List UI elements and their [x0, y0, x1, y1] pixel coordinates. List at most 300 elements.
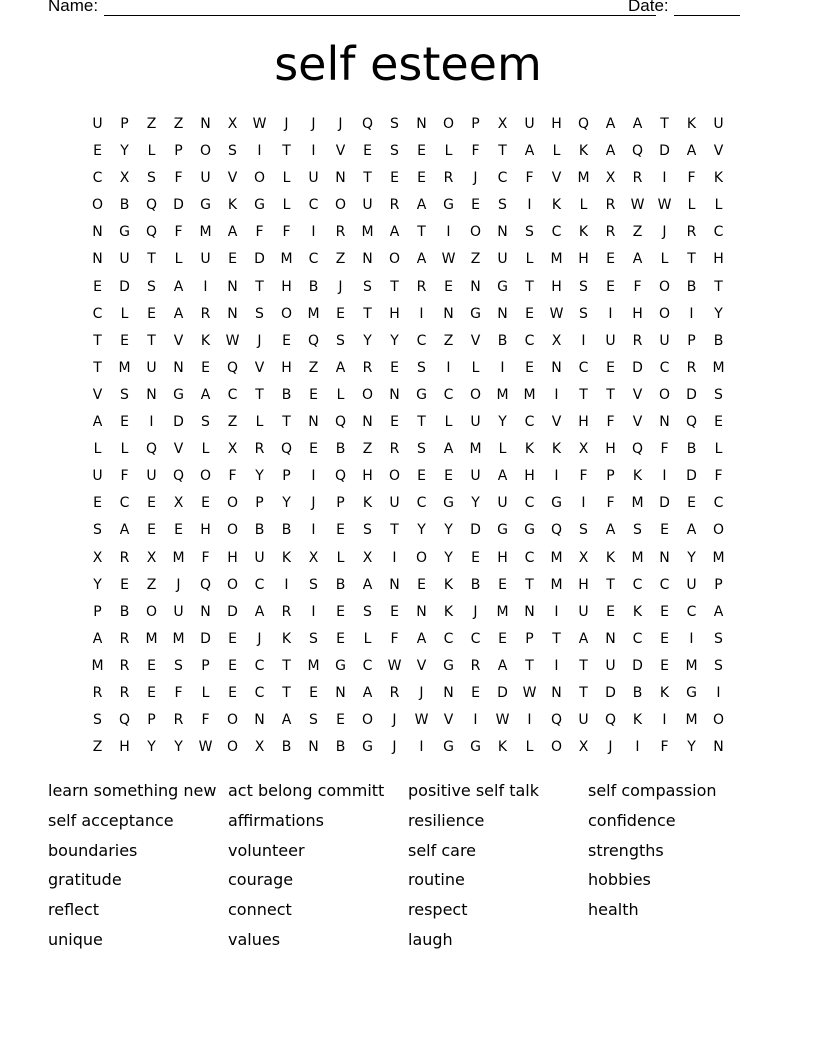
- grid-letter[interactable]: E: [606, 603, 615, 620]
- grid-letter[interactable]: R: [686, 224, 697, 241]
- grid-letter[interactable]: Q: [280, 441, 293, 458]
- grid-letter[interactable]: V: [470, 332, 481, 349]
- grid-letter[interactable]: G: [173, 386, 184, 403]
- grid-letter[interactable]: X: [227, 116, 238, 132]
- grid-letter[interactable]: O: [199, 468, 212, 485]
- grid-letter[interactable]: U: [92, 116, 103, 132]
- grid-letter[interactable]: S: [498, 197, 507, 214]
- grid-letter[interactable]: A: [92, 414, 103, 431]
- grid-letter[interactable]: S: [579, 278, 588, 295]
- grid-letter[interactable]: Z: [335, 251, 346, 268]
- grid-letter[interactable]: L: [444, 414, 453, 431]
- grid-letter[interactable]: M: [172, 630, 185, 647]
- grid-letter[interactable]: E: [147, 305, 156, 322]
- grid-letter[interactable]: A: [416, 197, 427, 214]
- grid-letter[interactable]: B: [308, 278, 319, 295]
- grid-letter[interactable]: N: [497, 305, 508, 322]
- grid-letter[interactable]: Y: [498, 414, 507, 431]
- grid-letter[interactable]: H: [578, 576, 589, 593]
- grid-letter[interactable]: C: [713, 224, 724, 241]
- grid-letter[interactable]: E: [201, 495, 210, 512]
- grid-letter[interactable]: S: [363, 522, 372, 539]
- grid-letter[interactable]: U: [605, 332, 616, 349]
- grid-letter[interactable]: C: [227, 386, 238, 403]
- grid-letter[interactable]: R: [119, 630, 130, 647]
- grid-letter[interactable]: D: [173, 197, 184, 214]
- grid-letter[interactable]: K: [443, 603, 454, 620]
- grid-letter[interactable]: S: [228, 143, 237, 160]
- grid-letter[interactable]: A: [281, 712, 292, 729]
- grid-letter[interactable]: S: [417, 441, 426, 458]
- grid-letter[interactable]: I: [392, 549, 397, 566]
- grid-letter[interactable]: Z: [92, 739, 103, 756]
- grid-letter[interactable]: P: [174, 143, 183, 160]
- grid-letter[interactable]: Q: [631, 441, 644, 458]
- grid-letter[interactable]: B: [335, 576, 346, 593]
- grid-letter[interactable]: B: [254, 522, 265, 539]
- grid-letter[interactable]: B: [713, 332, 724, 349]
- grid-letter[interactable]: X: [578, 549, 589, 566]
- grid-letter[interactable]: L: [282, 170, 291, 187]
- grid-letter[interactable]: A: [173, 305, 184, 322]
- grid-letter[interactable]: L: [93, 441, 102, 458]
- grid-letter[interactable]: E: [309, 386, 318, 403]
- grid-letter[interactable]: P: [255, 495, 264, 512]
- grid-letter[interactable]: C: [308, 251, 319, 268]
- grid-letter[interactable]: S: [714, 630, 723, 647]
- grid-letter[interactable]: W: [225, 332, 240, 349]
- grid-letter[interactable]: C: [497, 170, 508, 187]
- grid-letter[interactable]: S: [120, 386, 129, 403]
- grid-letter[interactable]: L: [174, 251, 183, 268]
- grid-letter[interactable]: H: [281, 278, 292, 295]
- grid-letter[interactable]: A: [362, 576, 373, 593]
- grid-letter[interactable]: U: [389, 495, 400, 512]
- grid-letter[interactable]: C: [443, 386, 454, 403]
- grid-letter[interactable]: I: [284, 576, 289, 593]
- grid-letter[interactable]: H: [119, 739, 130, 756]
- grid-letter[interactable]: C: [119, 495, 130, 512]
- grid-letter[interactable]: K: [605, 549, 616, 566]
- grid-letter[interactable]: M: [91, 657, 104, 674]
- grid-letter[interactable]: U: [578, 603, 589, 620]
- grid-letter[interactable]: D: [605, 684, 616, 701]
- grid-letter[interactable]: O: [91, 197, 104, 214]
- grid-letter[interactable]: L: [714, 197, 723, 214]
- grid-letter[interactable]: E: [147, 495, 156, 512]
- grid-letter[interactable]: R: [389, 441, 400, 458]
- grid-letter[interactable]: U: [362, 197, 373, 214]
- grid-letter[interactable]: X: [497, 116, 508, 132]
- grid-letter[interactable]: E: [417, 143, 426, 160]
- grid-letter[interactable]: H: [632, 305, 643, 322]
- grid-letter[interactable]: T: [255, 386, 264, 403]
- grid-letter[interactable]: N: [524, 603, 535, 620]
- grid-letter[interactable]: T: [255, 278, 264, 295]
- grid-letter[interactable]: E: [201, 359, 210, 376]
- grid-letter[interactable]: I: [149, 414, 154, 431]
- grid-letter[interactable]: O: [253, 170, 266, 187]
- grid-letter[interactable]: A: [524, 143, 535, 160]
- grid-letter[interactable]: J: [662, 224, 667, 241]
- grid-letter[interactable]: T: [147, 251, 156, 268]
- grid-letter[interactable]: E: [390, 414, 399, 431]
- grid-letter[interactable]: T: [282, 684, 291, 701]
- grid-letter[interactable]: M: [712, 549, 725, 566]
- grid-letter[interactable]: K: [281, 549, 292, 566]
- grid-letter[interactable]: P: [714, 576, 723, 593]
- grid-letter[interactable]: F: [174, 224, 183, 241]
- grid-letter[interactable]: D: [632, 657, 643, 674]
- grid-letter[interactable]: E: [147, 684, 156, 701]
- grid-letter[interactable]: A: [335, 359, 346, 376]
- grid-letter[interactable]: T: [390, 522, 399, 539]
- grid-letter[interactable]: O: [361, 712, 374, 729]
- grid-letter[interactable]: A: [119, 522, 130, 539]
- grid-letter[interactable]: I: [473, 712, 478, 729]
- grid-letter[interactable]: B: [470, 576, 481, 593]
- grid-letter[interactable]: I: [419, 739, 424, 756]
- grid-letter[interactable]: T: [660, 116, 669, 132]
- grid-letter[interactable]: T: [525, 576, 534, 593]
- grid-letter[interactable]: C: [524, 549, 535, 566]
- grid-letter[interactable]: Z: [173, 116, 184, 132]
- grid-letter[interactable]: J: [419, 684, 424, 701]
- grid-letter[interactable]: F: [120, 468, 129, 485]
- grid-letter[interactable]: H: [551, 116, 562, 132]
- grid-letter[interactable]: V: [632, 386, 643, 403]
- grid-letter[interactable]: N: [227, 305, 238, 322]
- grid-letter[interactable]: C: [524, 332, 535, 349]
- grid-letter[interactable]: K: [686, 116, 697, 132]
- grid-letter[interactable]: C: [524, 495, 535, 512]
- grid-letter[interactable]: K: [227, 197, 238, 214]
- grid-letter[interactable]: I: [716, 684, 721, 701]
- grid-letter[interactable]: Z: [632, 224, 643, 241]
- grid-letter[interactable]: K: [281, 630, 292, 647]
- grid-letter[interactable]: L: [714, 441, 723, 458]
- grid-letter[interactable]: T: [147, 332, 156, 349]
- grid-letter[interactable]: R: [119, 657, 130, 674]
- grid-letter[interactable]: F: [471, 143, 480, 160]
- grid-letter[interactable]: C: [524, 414, 535, 431]
- grid-letter[interactable]: K: [200, 332, 211, 349]
- grid-letter[interactable]: C: [416, 332, 427, 349]
- grid-letter[interactable]: O: [226, 495, 239, 512]
- grid-letter[interactable]: F: [606, 414, 615, 431]
- grid-letter[interactable]: O: [226, 576, 239, 593]
- grid-letter[interactable]: O: [712, 712, 725, 729]
- grid-letter[interactable]: L: [660, 251, 669, 268]
- grid-letter[interactable]: V: [92, 386, 103, 403]
- grid-letter[interactable]: P: [687, 332, 696, 349]
- grid-letter[interactable]: E: [390, 603, 399, 620]
- grid-letter[interactable]: K: [578, 224, 589, 241]
- grid-letter[interactable]: J: [257, 332, 262, 349]
- grid-letter[interactable]: E: [444, 468, 453, 485]
- grid-letter[interactable]: E: [444, 278, 453, 295]
- grid-letter[interactable]: R: [92, 684, 103, 701]
- grid-letter[interactable]: L: [552, 143, 561, 160]
- grid-letter[interactable]: F: [228, 468, 237, 485]
- grid-letter[interactable]: Q: [145, 224, 158, 241]
- grid-letter[interactable]: C: [686, 603, 697, 620]
- grid-letter[interactable]: E: [471, 197, 480, 214]
- grid-letter[interactable]: O: [226, 522, 239, 539]
- grid-letter[interactable]: A: [686, 143, 697, 160]
- grid-letter[interactable]: M: [523, 386, 536, 403]
- grid-letter[interactable]: U: [686, 576, 697, 593]
- grid-letter[interactable]: Q: [550, 712, 563, 729]
- grid-letter[interactable]: Q: [685, 414, 698, 431]
- grid-letter[interactable]: C: [308, 197, 319, 214]
- grid-letter[interactable]: R: [200, 305, 211, 322]
- grid-letter[interactable]: D: [173, 414, 184, 431]
- grid-letter[interactable]: H: [713, 251, 724, 268]
- grid-letter[interactable]: M: [550, 251, 563, 268]
- grid-letter[interactable]: F: [255, 224, 264, 241]
- grid-letter[interactable]: Y: [147, 739, 156, 756]
- grid-letter[interactable]: G: [551, 495, 562, 512]
- grid-letter[interactable]: S: [579, 522, 588, 539]
- grid-letter[interactable]: N: [146, 386, 157, 403]
- grid-letter[interactable]: U: [146, 359, 157, 376]
- grid-letter[interactable]: R: [389, 684, 400, 701]
- grid-letter[interactable]: Z: [443, 332, 454, 349]
- grid-letter[interactable]: C: [362, 657, 373, 674]
- grid-letter[interactable]: N: [443, 684, 454, 701]
- grid-letter[interactable]: A: [416, 630, 427, 647]
- grid-letter[interactable]: M: [118, 359, 131, 376]
- grid-letter[interactable]: V: [443, 712, 454, 729]
- grid-letter[interactable]: C: [578, 359, 589, 376]
- grid-letter[interactable]: L: [120, 441, 129, 458]
- grid-letter[interactable]: G: [362, 739, 373, 756]
- grid-letter[interactable]: U: [497, 251, 508, 268]
- grid-letter[interactable]: L: [120, 305, 129, 322]
- grid-letter[interactable]: Q: [334, 468, 347, 485]
- grid-letter[interactable]: Q: [172, 468, 185, 485]
- grid-letter[interactable]: E: [660, 630, 669, 647]
- grid-letter[interactable]: L: [201, 684, 210, 701]
- grid-letter[interactable]: W: [441, 251, 456, 268]
- grid-letter[interactable]: A: [92, 630, 103, 647]
- grid-letter[interactable]: C: [254, 576, 265, 593]
- grid-letter[interactable]: A: [605, 522, 616, 539]
- grid-letter[interactable]: I: [311, 143, 316, 160]
- grid-letter[interactable]: U: [254, 549, 265, 566]
- grid-letter[interactable]: N: [416, 603, 427, 620]
- grid-letter[interactable]: Y: [282, 495, 291, 512]
- grid-letter[interactable]: V: [335, 143, 346, 160]
- grid-letter[interactable]: T: [606, 576, 615, 593]
- grid-letter[interactable]: X: [308, 549, 319, 566]
- grid-letter[interactable]: V: [254, 359, 265, 376]
- grid-letter[interactable]: B: [335, 441, 346, 458]
- grid-letter[interactable]: F: [174, 170, 183, 187]
- grid-letter[interactable]: R: [389, 197, 400, 214]
- grid-letter[interactable]: N: [713, 739, 724, 756]
- grid-letter[interactable]: T: [417, 224, 426, 241]
- grid-letter[interactable]: E: [606, 278, 615, 295]
- grid-letter[interactable]: Q: [199, 576, 212, 593]
- grid-letter[interactable]: S: [714, 657, 723, 674]
- grid-letter[interactable]: L: [282, 197, 291, 214]
- grid-letter[interactable]: G: [416, 386, 427, 403]
- grid-letter[interactable]: F: [714, 468, 723, 485]
- grid-letter[interactable]: T: [93, 359, 102, 376]
- grid-letter[interactable]: L: [336, 549, 345, 566]
- grid-letter[interactable]: N: [470, 278, 481, 295]
- grid-letter[interactable]: D: [659, 143, 670, 160]
- grid-letter[interactable]: N: [551, 359, 562, 376]
- grid-letter[interactable]: V: [227, 170, 238, 187]
- grid-letter[interactable]: S: [309, 630, 318, 647]
- grid-letter[interactable]: Q: [145, 197, 158, 214]
- grid-letter[interactable]: V: [416, 657, 427, 674]
- grid-letter[interactable]: G: [470, 305, 481, 322]
- grid-letter[interactable]: A: [227, 224, 238, 241]
- grid-letter[interactable]: E: [687, 495, 696, 512]
- grid-letter[interactable]: X: [173, 495, 184, 512]
- grid-letter[interactable]: O: [658, 305, 671, 322]
- grid-letter[interactable]: Y: [255, 468, 264, 485]
- grid-letter[interactable]: S: [525, 224, 534, 241]
- grid-letter[interactable]: M: [280, 251, 293, 268]
- grid-letter[interactable]: T: [525, 657, 534, 674]
- grid-letter[interactable]: J: [392, 712, 397, 729]
- grid-letter[interactable]: M: [496, 386, 509, 403]
- grid-letter[interactable]: H: [200, 522, 211, 539]
- grid-letter[interactable]: E: [390, 170, 399, 187]
- grid-letter[interactable]: L: [687, 197, 696, 214]
- grid-letter[interactable]: Y: [174, 739, 183, 756]
- grid-letter[interactable]: E: [228, 657, 237, 674]
- grid-letter[interactable]: F: [282, 224, 291, 241]
- grid-letter[interactable]: R: [281, 603, 292, 620]
- grid-letter[interactable]: L: [471, 359, 480, 376]
- grid-letter[interactable]: S: [174, 657, 183, 674]
- grid-letter[interactable]: U: [497, 495, 508, 512]
- grid-letter[interactable]: W: [522, 684, 537, 701]
- grid-letter[interactable]: V: [173, 332, 184, 349]
- grid-letter[interactable]: W: [252, 116, 267, 132]
- grid-letter[interactable]: D: [497, 684, 508, 701]
- grid-letter[interactable]: M: [550, 576, 563, 593]
- grid-letter[interactable]: I: [581, 495, 586, 512]
- grid-letter[interactable]: O: [199, 143, 212, 160]
- grid-letter[interactable]: O: [550, 739, 563, 756]
- grid-letter[interactable]: L: [201, 441, 210, 458]
- grid-letter[interactable]: Y: [444, 549, 453, 566]
- grid-letter[interactable]: U: [605, 657, 616, 674]
- grid-letter[interactable]: X: [362, 549, 373, 566]
- grid-letter[interactable]: I: [527, 712, 532, 729]
- grid-letter[interactable]: E: [417, 468, 426, 485]
- grid-letter[interactable]: D: [659, 495, 670, 512]
- grid-letter[interactable]: Y: [390, 332, 399, 349]
- grid-letter[interactable]: C: [443, 630, 454, 647]
- grid-letter[interactable]: E: [525, 359, 534, 376]
- grid-letter[interactable]: P: [525, 630, 534, 647]
- grid-letter[interactable]: N: [362, 414, 373, 431]
- grid-letter[interactable]: G: [443, 495, 454, 512]
- grid-letter[interactable]: M: [361, 224, 374, 241]
- grid-letter[interactable]: G: [443, 657, 454, 674]
- grid-letter[interactable]: O: [442, 116, 455, 132]
- grid-letter[interactable]: D: [119, 278, 130, 295]
- grid-letter[interactable]: C: [659, 576, 670, 593]
- grid-letter[interactable]: E: [120, 414, 129, 431]
- grid-letter[interactable]: L: [336, 386, 345, 403]
- grid-letter[interactable]: G: [686, 684, 697, 701]
- grid-letter[interactable]: Y: [417, 522, 426, 539]
- grid-letter[interactable]: E: [93, 143, 102, 160]
- grid-letter[interactable]: U: [200, 170, 211, 187]
- grid-letter[interactable]: X: [254, 739, 265, 756]
- grid-letter[interactable]: E: [660, 657, 669, 674]
- grid-letter[interactable]: R: [605, 197, 616, 214]
- grid-letter[interactable]: I: [446, 359, 451, 376]
- grid-letter[interactable]: E: [336, 630, 345, 647]
- grid-letter[interactable]: S: [309, 576, 318, 593]
- grid-letter[interactable]: I: [311, 468, 316, 485]
- grid-letter[interactable]: A: [200, 386, 211, 403]
- grid-letter[interactable]: E: [498, 630, 507, 647]
- grid-letter[interactable]: W: [495, 712, 510, 729]
- grid-letter[interactable]: O: [145, 603, 158, 620]
- grid-letter[interactable]: U: [659, 332, 670, 349]
- grid-letter[interactable]: E: [660, 522, 669, 539]
- grid-letter[interactable]: F: [201, 712, 210, 729]
- grid-letter[interactable]: N: [443, 305, 454, 322]
- grid-letter[interactable]: B: [119, 197, 130, 214]
- grid-letter[interactable]: B: [686, 278, 697, 295]
- grid-letter[interactable]: C: [659, 359, 670, 376]
- grid-letter[interactable]: I: [689, 630, 694, 647]
- grid-letter[interactable]: F: [660, 441, 669, 458]
- grid-letter[interactable]: W: [414, 712, 429, 729]
- grid-letter[interactable]: R: [470, 657, 481, 674]
- grid-letter[interactable]: K: [578, 143, 589, 160]
- grid-letter[interactable]: U: [713, 116, 724, 132]
- grid-letter[interactable]: O: [388, 251, 401, 268]
- grid-letter[interactable]: P: [471, 116, 480, 132]
- grid-letter[interactable]: I: [554, 386, 559, 403]
- grid-letter[interactable]: N: [659, 414, 670, 431]
- grid-letter[interactable]: I: [608, 305, 613, 322]
- grid-letter[interactable]: V: [173, 441, 184, 458]
- grid-letter[interactable]: I: [662, 468, 667, 485]
- grid-letter[interactable]: J: [473, 170, 478, 187]
- grid-letter[interactable]: Q: [550, 522, 563, 539]
- grid-letter[interactable]: Y: [687, 739, 696, 756]
- grid-letter[interactable]: W: [549, 305, 564, 322]
- grid-letter[interactable]: S: [714, 386, 723, 403]
- grid-letter[interactable]: I: [311, 522, 316, 539]
- grid-letter[interactable]: J: [392, 739, 397, 756]
- grid-letter[interactable]: E: [363, 143, 372, 160]
- grid-letter[interactable]: S: [336, 332, 345, 349]
- grid-letter[interactable]: B: [497, 332, 508, 349]
- grid-letter[interactable]: T: [498, 143, 507, 160]
- grid-letter[interactable]: V: [713, 143, 724, 160]
- grid-letter[interactable]: A: [497, 657, 508, 674]
- grid-letter[interactable]: N: [254, 712, 265, 729]
- grid-letter[interactable]: K: [362, 495, 373, 512]
- grid-letter[interactable]: A: [605, 143, 616, 160]
- grid-letter[interactable]: A: [605, 116, 616, 132]
